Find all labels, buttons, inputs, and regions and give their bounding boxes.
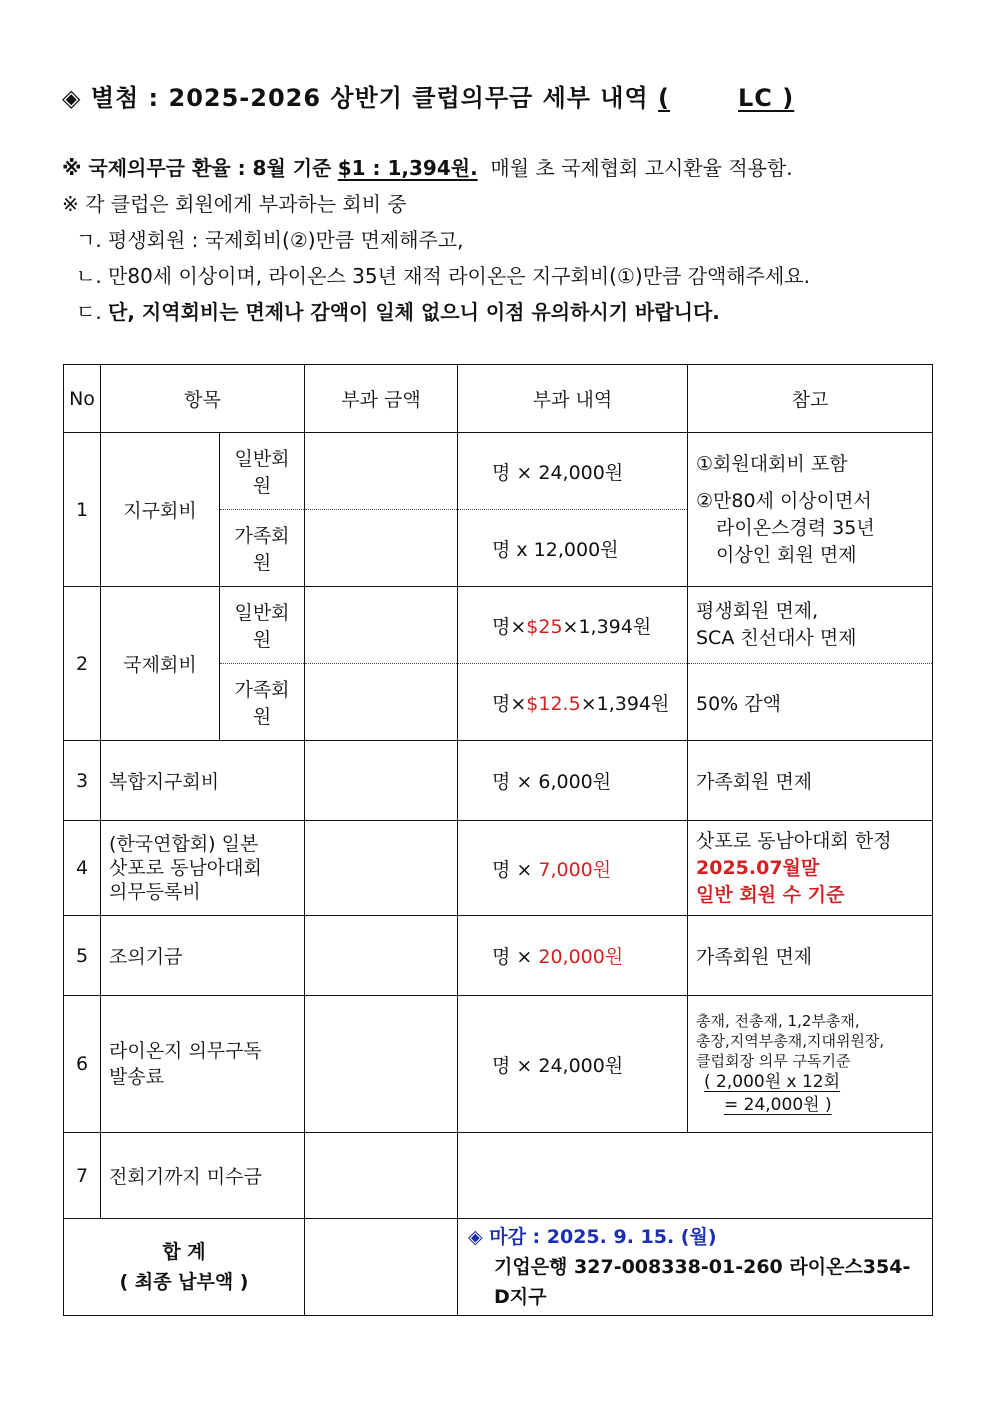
exchange-rate-value: $1 : 1,394원. xyxy=(337,156,478,180)
notes-section xyxy=(62,150,810,330)
header-item: 항목 xyxy=(101,365,305,433)
table-row-intl-family: 가족회원 명×$12.5×1,394원 50% 감액 xyxy=(64,664,933,741)
item-district-fee: 지구회비 xyxy=(101,433,220,587)
note-regional-fee: ㄷ. 단, 지역회비는 면제나 감액이 일체 없으니 이점 유의하시기 바랍니다. xyxy=(76,300,720,324)
document-title xyxy=(62,78,794,113)
amount-input-cell[interactable] xyxy=(305,1133,458,1219)
header-detail: 부과 내역 xyxy=(458,365,688,433)
amount-input-cell[interactable] xyxy=(305,916,458,996)
deadline: ◈ 마감 : 2025. 9. 15. (월) xyxy=(468,1226,717,1248)
total-amount-cell[interactable] xyxy=(305,1219,458,1316)
amount-input-cell[interactable] xyxy=(305,510,458,587)
club-name-blank: ( LC ) xyxy=(658,84,795,112)
amount-input-cell[interactable] xyxy=(305,741,458,821)
amount-input-cell[interactable] xyxy=(305,821,458,916)
amount-input-cell[interactable] xyxy=(305,664,458,741)
item-intl-fee: 국제회비 xyxy=(101,587,220,741)
table-row-total xyxy=(64,1219,933,1316)
amount-input-cell[interactable] xyxy=(305,587,458,664)
payment-info xyxy=(458,1219,933,1316)
header-amount: 부과 금액 xyxy=(305,365,458,433)
total-label: 합 계 ( 최종 납부액 ) xyxy=(64,1219,305,1316)
table-row-intl-general: 2 국제회비 일반회원 명×$25×1,394원 평생회원 면제, SCA 친선대사 면제 xyxy=(64,587,933,664)
header-ref: 참고 xyxy=(688,365,933,433)
bank-account: 기업은행 327-008338-01-260 라이온스354-D지구 xyxy=(494,1256,911,1308)
header-no: No xyxy=(64,365,101,433)
table-row-district-general: 1 지구회비 일반회원 명 × 24,000원 ①회원대회비 포함 ②만80세 이상이면서 라이온스경력 35년 이상인 회원 면제 xyxy=(64,433,933,510)
table-row-outstanding: 7 전회기까지 미수금 xyxy=(64,1133,933,1219)
table-row-multiple-district: 3 복합지구회비 명 × 6,000원 가족회원 면제 xyxy=(64,741,933,821)
dues-table xyxy=(63,364,933,1316)
note-club-fees: ※ 각 클럽은 회원에게 부과하는 회비 중 xyxy=(62,192,407,216)
note-exchange-rate: ※ 국제의무금 환율 : 8월 기준 $1 : 1,394원. 매월 초 국제협회 고시환율 적용함. xyxy=(62,156,793,180)
title-text: ◈ 별첨 : 2025-2026 상반기 클럽의무금 세부 내역 xyxy=(62,84,649,112)
amount-input-cell[interactable] xyxy=(305,433,458,510)
table-header-row xyxy=(64,365,933,433)
ref-district-fee: ①회원대회비 포함 ②만80세 이상이면서 라이온스경력 35년 이상인 회원 면제 xyxy=(688,433,933,587)
table-row-convention-fee: 4 (한국연합회) 일본 삿포로 동남아대회 의무등록비 명 × 7,000원 삿포로 동남아대회 한정 2025.07월말 일반 회원 수 기준 xyxy=(64,821,933,916)
table-row-condolence-fund: 5 조의기금 명 × 20,000원 가족회원 면제 xyxy=(64,916,933,996)
table-row-district-family: 가족회원 명 x 12,000원 xyxy=(64,510,933,587)
note-senior-member: ㄴ. 만80세 이상이며, 라이온스 35년 재적 라이온은 지구회비(①)만큼 감액해주세요. xyxy=(76,264,810,288)
table-row-magazine: 6 라이온지 의무구독 발송료 명 × 24,000원 총재, 전총재, 1,2부총재, 총장,지역부총재,지대위원장, 클럽회장 의무 구독기준 ( 2,000원 x 12회 = 24,000원 ) xyxy=(64,996,933,1133)
note-lifetime-member: ㄱ. 평생회원 : 국제회비(②)만큼 면제해주고, xyxy=(76,228,464,252)
amount-input-cell[interactable] xyxy=(305,996,458,1133)
